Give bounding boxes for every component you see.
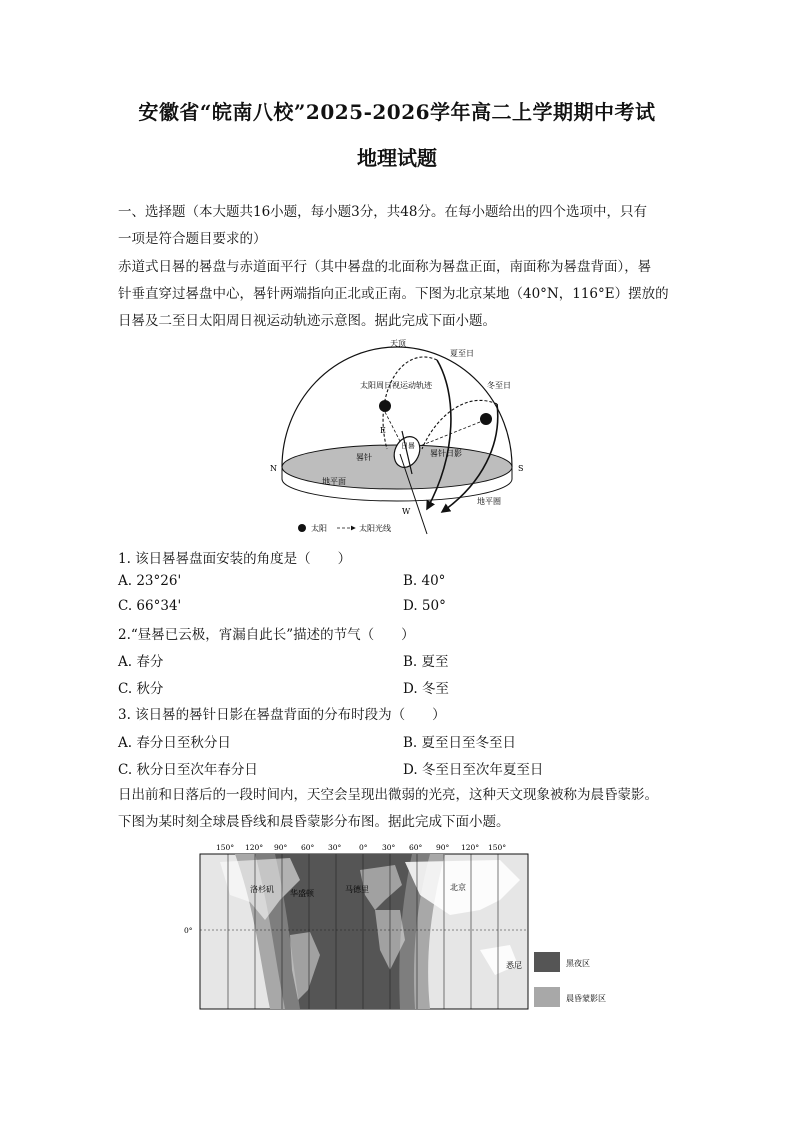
section-heading-line: 一项是符合题目要求的） (118, 231, 267, 247)
label-summer: 夏至日 (450, 349, 474, 358)
section-heading-line: 一、选择题（本大题共16小题，每小题3分，共48分。在每小题给出的四个选项中，只有 (118, 204, 647, 220)
passage-line: 下图为某时刻全球晨昏线和晨昏蒙影分布图。据此完成下面小题。 (118, 814, 510, 830)
legend-twilight: 晨昏蒙影区 (566, 994, 606, 1003)
label-dial: 日晷 (401, 442, 415, 450)
label-gnomon: 晷针 (356, 453, 372, 462)
q2-option-c[interactable]: C. 秋分 (118, 681, 164, 697)
passage-1 (118, 254, 688, 335)
label-west: W (402, 507, 411, 516)
svg-text:60°: 60° (301, 843, 315, 852)
label-east: E (380, 426, 386, 435)
q3-option-d[interactable]: D. 冬至日至次年夏至日 (403, 762, 544, 778)
svg-text:0°: 0° (359, 843, 368, 852)
q1-option-c[interactable]: C. 66°34' (118, 598, 182, 614)
q2-option-d[interactable]: D. 冬至 (403, 681, 449, 697)
section-heading (118, 199, 688, 253)
q1-option-a[interactable]: A. 23°26' (118, 573, 182, 589)
label-north: N (270, 464, 277, 473)
passage-line: 日出前和日落后的一段时间内，天空会呈现出微弱的光亮，这种天文现象被称为晨昏蒙影。 (118, 787, 658, 803)
svg-text:90°: 90° (274, 843, 288, 852)
label-shadow: 晷针日影 (430, 449, 462, 458)
city-madrid: 马德里 (345, 885, 369, 894)
sundial-figure (262, 334, 532, 539)
svg-text:120°: 120° (461, 843, 480, 852)
svg-text:150°: 150° (488, 843, 507, 852)
twilight-map (180, 840, 620, 1015)
passage-line: 日晷及二至日太阳周日视运动轨迹示意图。据此完成下面小题。 (118, 313, 496, 329)
city-sydney: 悉尼 (506, 961, 522, 970)
label-south: S (518, 464, 524, 473)
passage-line: 针垂直穿过晷盘中心，晷针两端指向正北或正南。下图为北京某地（40°N，116°E）摆放的 (118, 286, 669, 302)
longitude-labels (216, 843, 506, 852)
exam-subject: 地理试题 (357, 146, 437, 170)
label-horizon: 地平圈 (477, 497, 501, 506)
q2-option-a[interactable]: A. 春分 (118, 654, 164, 670)
question-2-stem: 2.“昼晷已云极，宵漏自此长”描述的节气（ ） (118, 627, 415, 643)
label-sun-path: 太阳周日视运动轨迹 (360, 381, 432, 390)
q3-option-a[interactable]: A. 春分日至秋分日 (118, 735, 231, 751)
legend-night: 黑夜区 (566, 959, 590, 968)
sun-winter-icon (480, 413, 492, 425)
q2-option-b[interactable]: B. 夏至 (403, 654, 449, 670)
svg-text:150°: 150° (216, 843, 235, 852)
q1-option-b[interactable]: B. 40° (403, 573, 446, 589)
equator-label: 0° (184, 926, 193, 935)
svg-text:30°: 30° (382, 843, 396, 852)
legend-sun-icon (298, 524, 306, 532)
q1-option-d[interactable]: D. 50° (403, 598, 446, 614)
legend-night-swatch (534, 952, 560, 972)
q3-option-b[interactable]: B. 夏至日至冬至日 (403, 735, 517, 751)
svg-text:30°: 30° (328, 843, 342, 852)
exam-title: 安徽省“皖南八校”2025-2026学年高二上学期期中考试 (138, 100, 656, 124)
svg-text:90°: 90° (436, 843, 450, 852)
q3-option-c[interactable]: C. 秋分日至次年春分日 (118, 762, 258, 778)
legend-ray: 太阳光线 (359, 524, 391, 533)
passage-line: 赤道式日晷的晷盘与赤道面平行（其中晷盘的北面称为晷盘正面，南面称为晷盘背面），晷 (118, 259, 652, 275)
label-winter: 冬至日 (487, 381, 511, 390)
city-beijing: 北京 (450, 883, 466, 892)
sun-summer-icon (379, 400, 391, 412)
svg-text:120°: 120° (245, 843, 264, 852)
city-la: 洛杉矶 (250, 885, 274, 894)
question-1-stem: 1. 该日晷晷盘面安装的角度是（ ） (118, 551, 352, 567)
question-3-stem: 3. 该日晷的晷针日影在晷盘背面的分布时段为（ ） (118, 707, 446, 723)
label-ground: 地平面 (322, 477, 346, 486)
city-washington: 华盛顿 (290, 889, 314, 898)
legend-sun: 太阳 (311, 524, 327, 533)
passage-2 (118, 782, 718, 836)
svg-text:60°: 60° (409, 843, 423, 852)
label-zenith: 天顶 (390, 339, 406, 348)
legend-twilight-swatch (534, 987, 560, 1007)
